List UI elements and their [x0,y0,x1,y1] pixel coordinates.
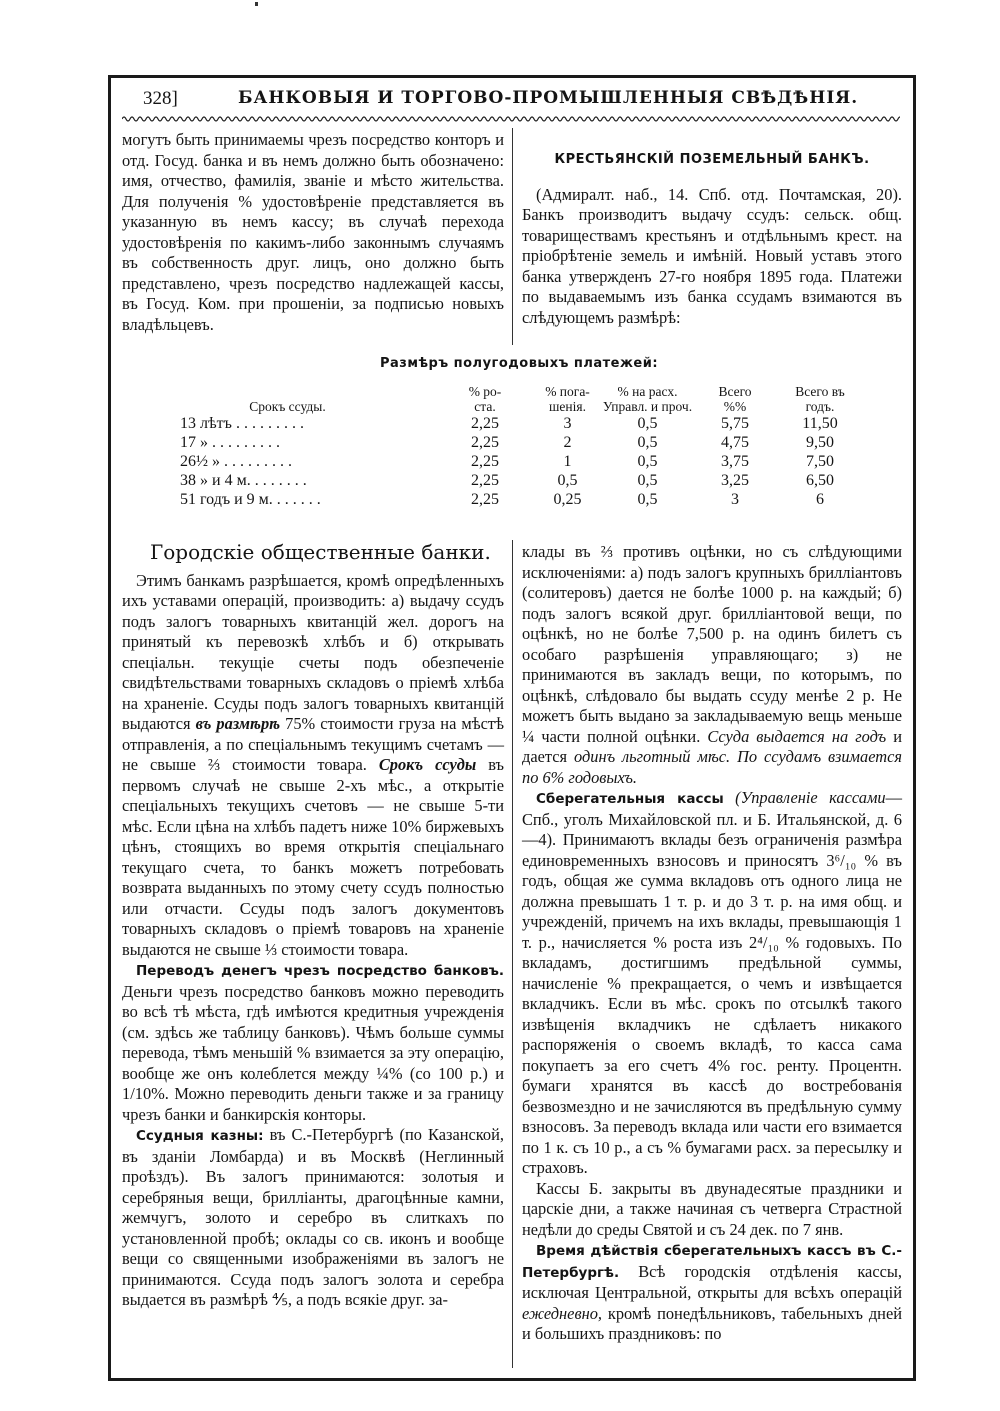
table-cell: 2,25 [471,491,499,508]
header-expenses: % на расх. Управл. и проч. [602,384,693,414]
paragraph: Кассы Б. закрыты въ двунадесятые праздники и царскіе дни, а также начиная съ четверга Страстной недѣли до среды Святой и съ 24 дек. по 7 янв. [522,1178,902,1239]
table-cell: 2,25 [471,453,499,470]
table-title: Размѣръ полугодовыхъ платежей: [380,356,659,371]
print-speck [255,2,258,6]
table-cell: 2 [563,434,572,451]
table-cell: 3 [563,415,572,432]
table-cell: 3,25 [721,472,749,489]
paragraph: (Адмиралт. наб., 14. Спб. отд. Почтамская, 20). Банкъ производитъ выдачу ссудъ: сельск. общ. товариществамъ крестьянъ и отдѣльнымъ крест. на пріобрѣтеніе земель и имѣній. Новый уставъ этого банка утвержденъ 27-го ноября 1895 года. Платежи по выдаваемымъ изъ банка ссудамъ взимаются въ слѣдующемъ размѣрѣ: [522,184,902,327]
header-total-percent: Всего %% [718,384,752,414]
table-cell: 0,5 [557,472,578,489]
table-cell: 6,50 [806,472,834,489]
table-cell: 2,25 [471,415,499,432]
page-number: 328] [143,88,178,109]
header-term: Срокъ ссуды. [249,399,326,414]
table-cell: 0,5 [637,453,658,470]
paragraph: клады въ ⅔ противъ оцѣнки, но съ слѣдующими исключеніями: а) подъ залогъ крупныхъ брилліантовъ (солитеровъ) дается не болѣе 1000 р. на каждый; б) подъ залогъ всякой друг. брилліантовой вещи, по оцѣнкѣ, но не болѣе 7,500 р. на одинъ билетъ съ особаго разрѣшенія управляющаго; з) не принимаются въ закладъ вещи, по которымъ, по оцѣнкѣ, слѣдовало бы выдать ссуду менѣе 2 р. Не можетъ быть выдано за закладываемую вещь меньше ¼ части полной оцѣнки. Ссуда выдается на годъ и дается одинъ льготный мѣс. По ссудамъ взимается по 6% годовыхъ. [522,542,902,787]
right-bottom-column [522,542,902,1345]
right-top-column [522,150,902,328]
table-cell: 9,50 [806,434,834,451]
table-row [180,433,865,452]
paragraph: Ссудныя казны: въ С.-Петербургѣ (по Казанской, въ зданіи Ломбарда) и въ Москвѣ (Неглинный проѣздъ). Въ залогъ принимаются: золотыя и серебряныя вещи, брилліанты, драгоцѣнные камни, жемчугъ, золото и серебро въ слиткахъ по установленной пробѣ; оклады со св. иконъ и вообще вещи со священными изображеніями въ залогъ не принимаются. Ссуда подъ залогъ золота и серебра выдается въ размѣрѣ ⅘, а подъ всякіе друг. за- [122,1125,504,1309]
column-divider-bottom [512,540,513,1368]
wavy-rule [122,114,900,124]
table-cell: 0,5 [637,491,658,508]
table-cell: 5,75 [721,415,749,432]
table-row [180,452,865,471]
table-header-row [180,384,865,414]
table-cell: 3 [731,491,739,508]
table-cell: 2,25 [471,434,499,451]
paragraph: Переводъ денегъ чрезъ посредство банковъ. Деньги чрезъ посредство банковъ можно переводить во всѣ тѣ мѣста, гдѣ имѣются кредитныя учрежденія (см. здѣсь же таблицу банковъ). Чѣмъ больше суммы перевода, тѣмъ меньшій % взимается за эту операцію, вообще же онъ колеблется между ¼% (со 100 р.) и 1/10%. Можно переводить деньги также и за границу чрезъ банки и банкирскія конторы. [122,963,504,1124]
section-heading: КРЕСТЬЯНСКІЙ ПОЗЕМЕЛЬНЫЙ БАНКЪ. [554,152,870,167]
section-heading: Городскіе общественные банки. [150,540,491,564]
paragraph: Сберегательныя кассы (Управленіе кассами—Спб., уголъ Михайловской пл. и Б. Итальянской, д. 6—4). Принимаютъ вклады безъ ограниченія размѣра единовременныхъ взносовъ и приносятъ 3⁶/₁₀ % въ годъ, общая же сумма вкладовъ отъ одного лица не должна превышать 1 т. р. и до 3 т. р. на имя общ. и учрежденій, причемъ на ихъ вклады, превышающія 1 т. р., начисляется % роста изъ 2⁴/₁₀ % годовыхъ. По вкладамъ, достигшимъ предѣльной суммы, начисленіе % прекращается, о чемъ и извѣщается вкладчикъ. Если въ мѣс. срокъ по отсылкѣ такого извѣщенія вкладчикъ не сдѣлаетъ никакого распоряженія о своемъ вкладѣ, то касса сама покупаетъ за его счетъ 4% гос. ренту. Процентн. бумаги хранятся въ кассѣ до востребованія безвозмездно и не зачисляются въ предѣльную сумму взносовъ. За переводъ вклада или части его взимается по 1 к. съ 10 р., а съ % бумагами расх. за пересылку и страховъ. [522,788,902,1177]
table-cell: 0,5 [637,415,658,432]
table-cell: 17 » . . . . . . . . . [180,434,280,451]
table-cell: 11,50 [802,415,838,432]
table-row [180,471,865,490]
running-title: БАНКОВЫЯ И ТОРГОВО-ПРОМЫШЛЕННЫЯ СВѢДѢНІЯ. [238,88,859,108]
table-cell: 2,25 [471,472,499,489]
table-cell: 0,25 [553,491,582,508]
left-top-column [122,130,504,335]
table-cell: 1 [563,453,572,470]
paragraph: Время дѣйствія сберегательныхъ кассъ въ С.-Петербургѣ. Всѣ городскія отдѣленія кассы, исключая Центральной, открыты для всѣхъ операцій ежедневно, кромѣ понедѣльниковъ, табельныхъ дней и большихъ праздниковъ: по [522,1243,902,1343]
left-bottom-column [122,542,504,1311]
table-row [180,490,865,509]
table-cell: 7,50 [806,453,834,470]
table-cell: 4,75 [721,434,749,451]
table-cell: 0,5 [637,434,658,451]
header-repayment: % пога- шенія. [545,384,590,414]
table-row [180,414,865,433]
table-cell: 38 » и 4 м. . . . . . . . [180,472,307,489]
header-total-year: Всего въ годъ. [795,384,845,414]
table-cell: 26½ » . . . . . . . . . [180,453,292,470]
table-cell: 3,75 [721,453,749,470]
table-cell: 51 годъ и 9 м. . . . . . . [180,491,321,508]
paragraph: могутъ быть принимаемы чрезъ посредство конторъ и отд. Госуд. банка и въ немъ должно быть обозначено: имя, отчество, фамилія, званіе и мѣсто жительства. Для полученія % удостовѣреніе представляется въ указанную въ немъ кассу; въ случаѣ перехода удостовѣренія по какимъ-либо законнымъ случаямъ въ собственность друг. лицъ, оно должно быть представлено, чрезъ посредство надлежащей кассы, въ Госуд. Ком. при прошеніи, за подписью новыхъ владѣльцевъ. [122,130,504,334]
table-cell: 13 лѣтъ . . . . . . . . . [180,415,304,432]
header-interest: % ро- ста. [468,384,502,414]
paragraph: Этимъ банкамъ разрѣшается, кромѣ опредѣленныхъ ихъ уставами операцій, производить: а) выдачу ссудъ подъ залогъ товарныхъ квитанцій жел. дорогъ на принятый къ перевозкѣ хлѣбъ и б) открывать спеціальн. текущіе счеты подъ обезпеченіе свидѣтельствами товарныхъ складовъ о пріемѣ хлѣба на храненіе. Ссуды подъ залогъ товарныхъ квитанцій выдаются въ размѣрѣ 75% стоимости груза на мѣстѣ отправленія, а по спеціальнымъ текущимъ счетамъ — не свыше ⅔ стоимости товара. Срокъ ссуды въ первомъ случаѣ не свыше 2-хъ мѣс., а открытіе спеціальныхъ текущихъ счетовъ — не свыше 5-ти мѣс. Если цѣна на хлѣбъ падетъ ниже 10% биржевыхъ цѣнъ, стоящихъ во время открытія спеціальнаго текущаго счета, то банкъ можетъ потребовать возврата выданныхъ по этому счету ссудъ полностью или отчасти. Ссуды подъ залогъ документовъ товарныхъ складовъ о пріемѣ товаровъ на храненіе выдаются не свыше ⅓ стоимости товара. [122,570,504,959]
table-cell: 6 [816,491,824,508]
column-divider-top [512,128,513,345]
payments-table [180,384,865,509]
table-cell: 0,5 [637,472,658,489]
